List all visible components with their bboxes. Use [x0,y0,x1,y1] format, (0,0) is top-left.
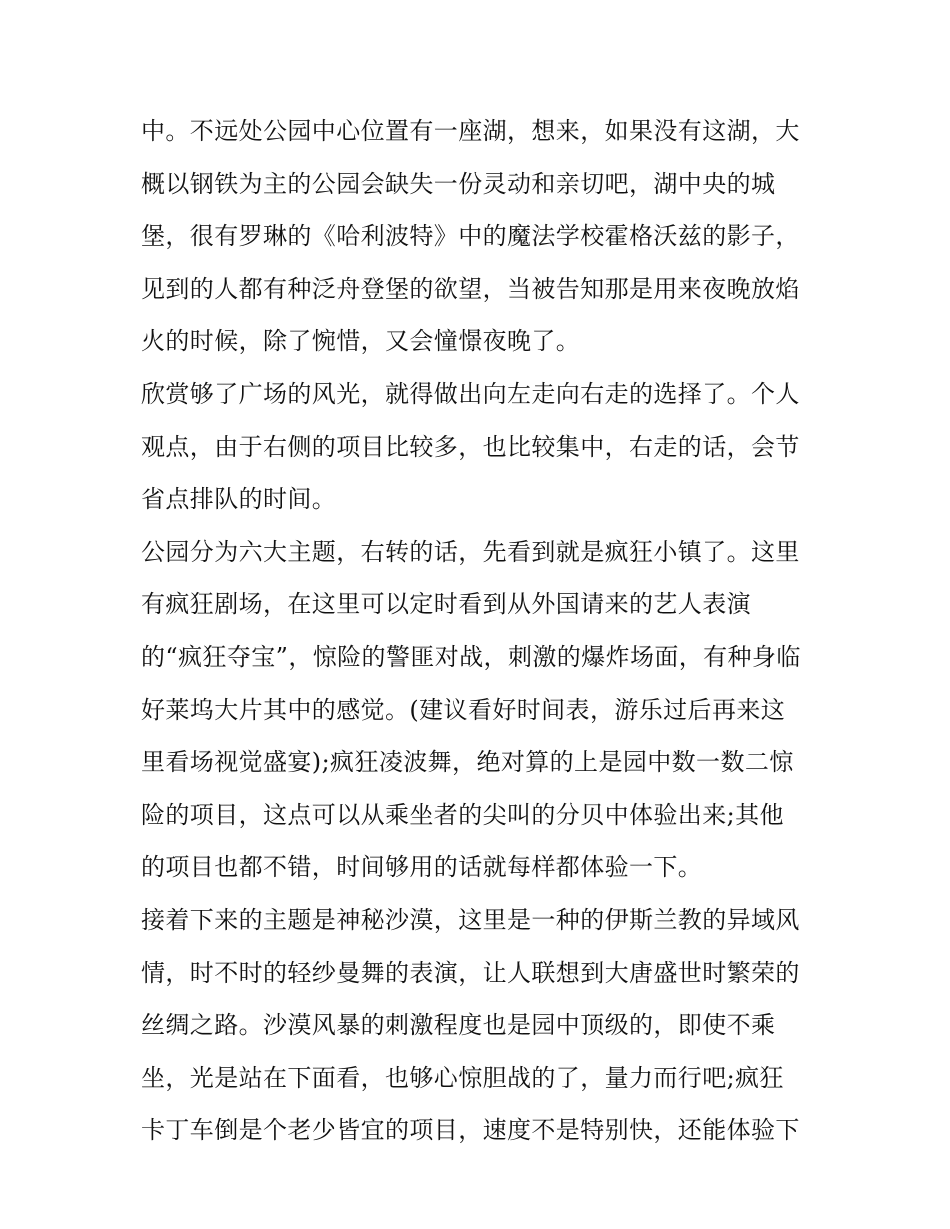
text-line: 火的时候，除了惋惜，又会憧憬夜晚了。 [141,327,581,356]
text-line: 坐，光是站在下面看，也够心惊胆战的了，量力而行吧;疯狂 [141,1063,784,1092]
text-line: 情，时不时的轻纱曼舞的表演，让人联想到大唐盛世时繁荣的 [141,958,800,987]
text-line: 的“疯狂夺宝”，惊险的警匪对战，刺激的爆炸场面，有种身临 [141,642,801,671]
document-body [141,105,821,1157]
text-line: 概以钢铁为主的公园会缺失一份灵动和亲切吧，湖中央的城 [141,169,776,198]
text-line: 中。不远处公园中心位置有一座湖，想来，如果没有这湖，大 [141,117,800,145]
text-line: 丝绸之路。沙漠风暴的刺激程度也是园中顶级的，即使不乘 [141,1011,776,1040]
text-line: 观点，由于右侧的项目比较多，也比较集中，右走的话，会节 [141,432,800,461]
text-line: 欣赏够了广场的风光，就得做出向左走向右走的选择了。个人 [141,379,800,408]
text-line: 接着下来的主题是神秘沙漠，这里是一种的伊斯兰教的异域风 [141,905,800,934]
text-line: 省点排队的时间。 [141,485,337,514]
text-line: 里看场视觉盛宴);疯狂凌波舞，绝对算的上是园中数一数二惊 [141,748,794,777]
text-line: 卡丁车倒是个老少皆宜的项目，速度不是特别快，还能体验下 [141,1116,800,1145]
text-line: 见到的人都有种泛舟登堡的欲望，当被告知那是用来夜晚放焰 [141,274,800,303]
text-line: 险的项目，这点可以从乘坐者的尖叫的分贝中体验出来;其他 [141,800,784,829]
text-line: 好莱坞大片其中的感觉。(建议看好时间表，游乐过后再来这 [141,695,786,724]
text-line: 的项目也都不错，时间够用的话就每样都体验一下。 [141,853,703,882]
text-line: 有疯狂剧场，在这里可以定时看到从外国请来的艺人表演 [141,590,751,619]
text-line: 公园分为六大主题，右转的话，先看到就是疯狂小镇了。这里 [141,537,800,566]
text-line: 堡，很有罗琳的《哈利波特》中的魔法学校霍格沃兹的影子， [141,222,800,251]
